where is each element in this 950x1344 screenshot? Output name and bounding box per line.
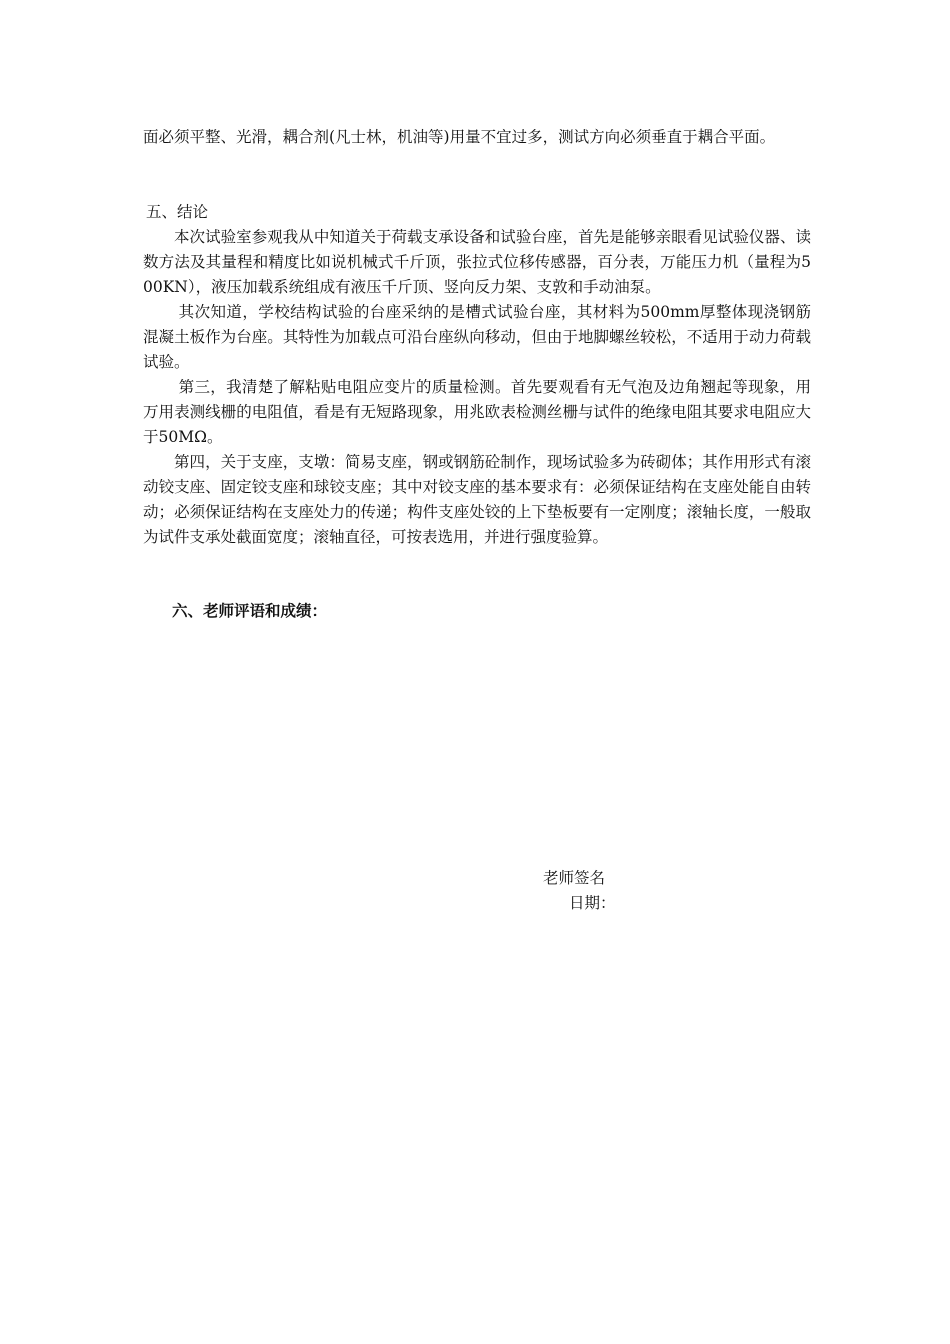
conclusion-paragraph-2: 其次知道，学校结构试验的台座采纳的是槽式试验台座，其材料为500mm厚整体现浇钢筋混凝土板作为台座。其特性为加载点可沿台座纵向移动，但由于地脚螺丝较松，不适用于动力荷载试验。 <box>143 303 811 371</box>
conclusion-heading: 五、结论 <box>146 203 209 221</box>
conclusion-paragraph-4: 第四，关于支座，支墩：简易支座，钢或钢筋砼制作，现场试验多为砖砌体；其作用形式有滚动铰支座、固定铰支座和球铰支座；其中对铰支座的基本要求有：必须保证结构在支座处能自由转动；必须保证结构在支座处力的传递；构件支座处铰的上下垫板要有一定刚度；滚轴长度，一般取为试件支承处截面宽度；滚轴直径，可按表选用，并进行强度验算。 <box>143 453 811 546</box>
conclusion-section <box>143 200 811 550</box>
signature-block <box>543 866 616 916</box>
teacher-signature-label: 老师签名 <box>543 869 606 887</box>
conclusion-paragraph-3: 第三，我清楚了解粘贴电阻应变片的质量检测。首先要观看有无气泡及边角翘起等现象，用万用表测线栅的电阻值，看是有无短路现象，用兆欧表检测丝栅与试件的绝缘电阻其要求电阻应大于50MΩ。 <box>143 378 811 446</box>
continuation-paragraph: 面必须平整、光滑，耦合剂(凡士林，机油等)用量不宜过多，测试方向必须垂直于耦合平面。 <box>143 128 776 146</box>
date-label: 日期： <box>569 894 616 912</box>
teacher-comment-heading: 六、老师评语和成绩： <box>172 601 328 620</box>
conclusion-paragraph-1: 本次试验室参观我从中知道关于荷载支承设备和试验台座，首先是能够亲眼看见试验仪器、读数方法及其量程和精度比如说机械式千斤顶，张拉式位移传感器，百分表，万能压力机（量程为500KN），液压加载系统组成有液压千斤顶、竖向反力架、支敦和手动油泵。 <box>143 228 811 296</box>
